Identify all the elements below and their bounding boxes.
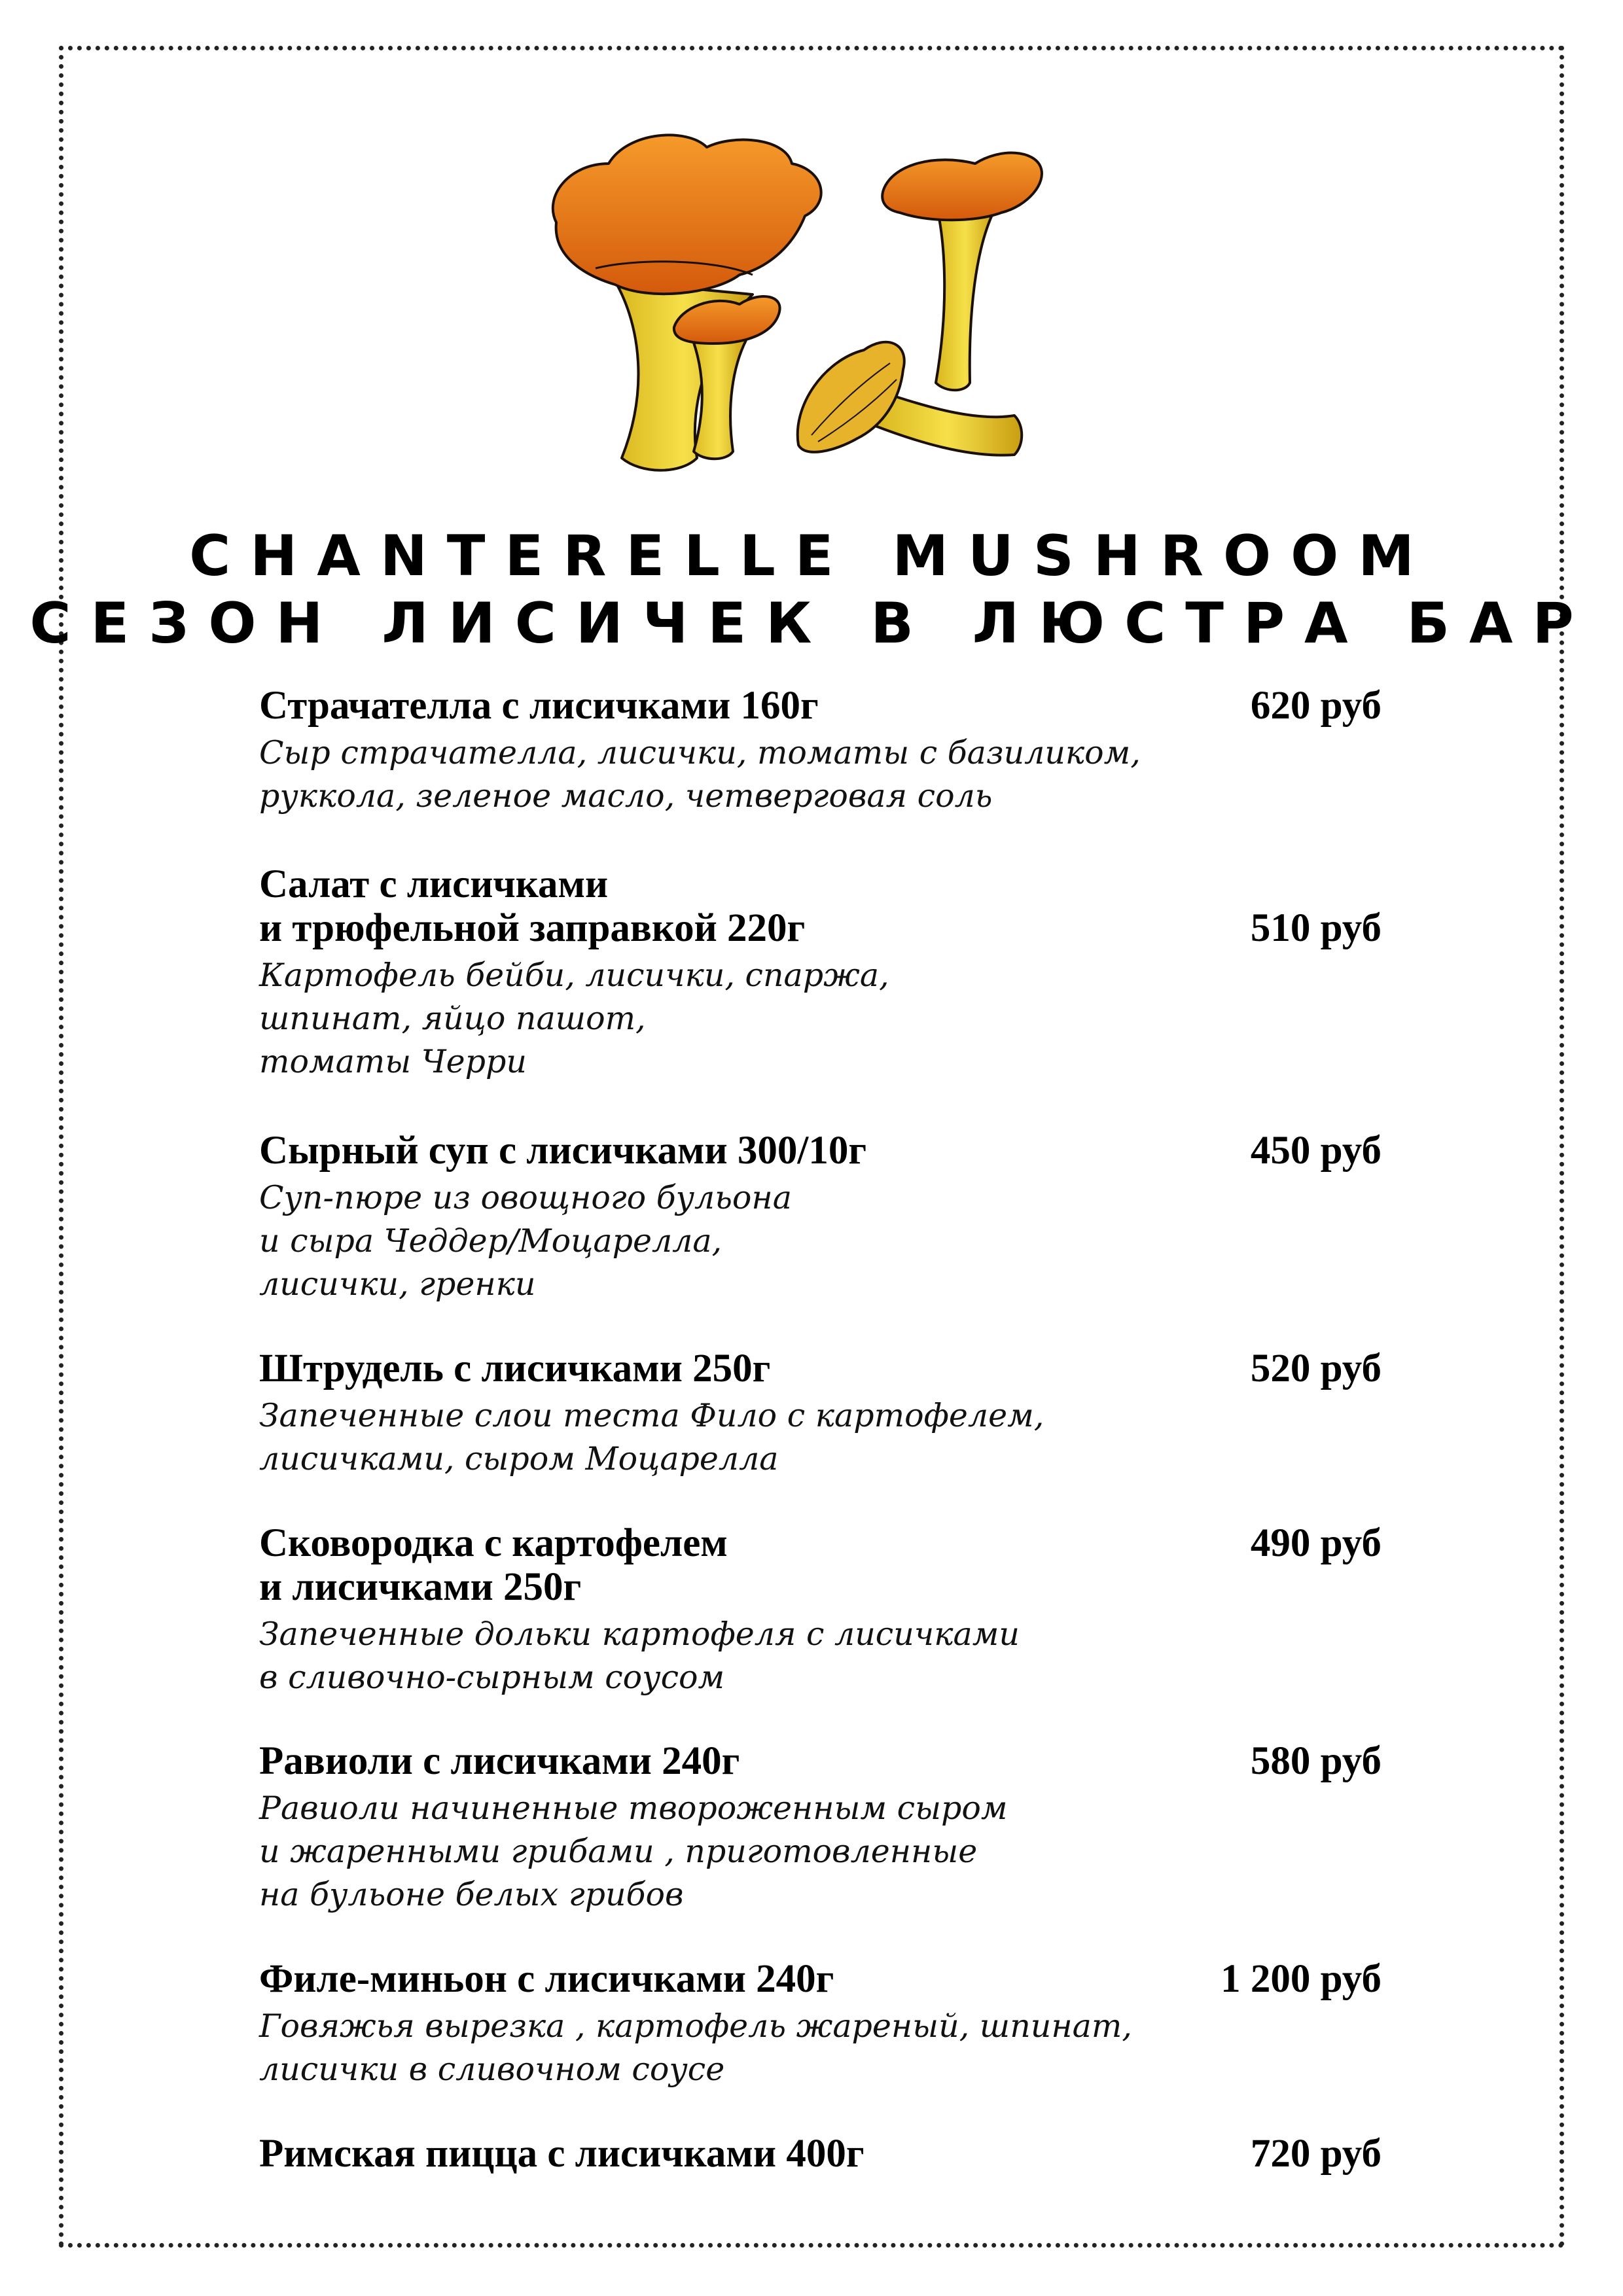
dish-price: 720 руб [1250,2132,1382,2176]
dish-description: Сыр страчателла, лисички, томаты с базиликом, руккола, зеленое масло, четверговая соль [259,734,1141,815]
menu-item [259,684,1382,818]
dish-description: Говяжья вырезка , картофель жареный, шпинат, лисички в сливочном соусе [259,2007,1132,2088]
chanterelle-mushrooms-illustration [517,118,1106,491]
dish-description: Равиоли начиненные твороженным сыром и жаренными грибами , приготовленные на бульоне белых грибов [259,1790,1008,1913]
dish-description: Суп-пюре из овощного бульона и сыра Чеддер/Моцарелла, лисички, гренки [259,1179,792,1303]
dish-name: Римская пицца с лисичками 400г [259,2132,865,2176]
title-russian: СЕЗОН ЛИСИЧЕК В ЛЮСТРА БАР [29,591,1594,656]
dish-name: Сырный суп с лисичками 300/10г [259,1129,867,1173]
menu-item [259,2132,1382,2176]
dish-price: 580 руб [1250,1739,1382,1783]
dish-name: Страчателла с лисичками 160г [259,684,819,728]
menu-item [259,1957,1382,2091]
dish-name: Равиоли с лисичками 240г [259,1739,740,1783]
dish-description: Запеченные слои теста Фило с картофелем, лисичками, сыром Моцарелла [259,1397,1044,1477]
dish-name: Филе-миньон с лисичками 240г [259,1957,834,2001]
dish-price: 520 руб [1250,1347,1382,1390]
large-mushroom [553,135,821,470]
tall-mushroom [882,153,1042,391]
menu-item [259,1739,1382,1916]
dish-price: 510 руб [1250,906,1382,950]
dish-name: Штрудель с лисичками 250г [259,1347,771,1390]
dish-price: 490 руб [1250,1521,1382,1565]
dish-price: 450 руб [1250,1129,1382,1173]
lying-mushroom [798,342,1022,455]
menu-item [259,1521,1382,1699]
title-english: CHANTERELLE MUSHROOM [189,523,1434,589]
dish-price: 1 200 руб [1221,1957,1382,2001]
dish-description: Картофель бейби, лисички, спаржа, шпинат, яйцо пашот, томаты Черри [259,957,889,1080]
dish-name: Сковородка с картофелем и лисичками 250г [259,1521,728,1609]
dish-name: Салат с лисичками и трюфельной заправкой 220г [259,862,806,950]
dish-price: 620 руб [1250,684,1382,728]
menu-item [259,1347,1382,1481]
menu-item [259,862,1382,1084]
dish-description: Запеченные дольки картофеля с лисичками в сливочно-сырным соусом [259,1616,1020,1696]
menu-item [259,1129,1382,1306]
